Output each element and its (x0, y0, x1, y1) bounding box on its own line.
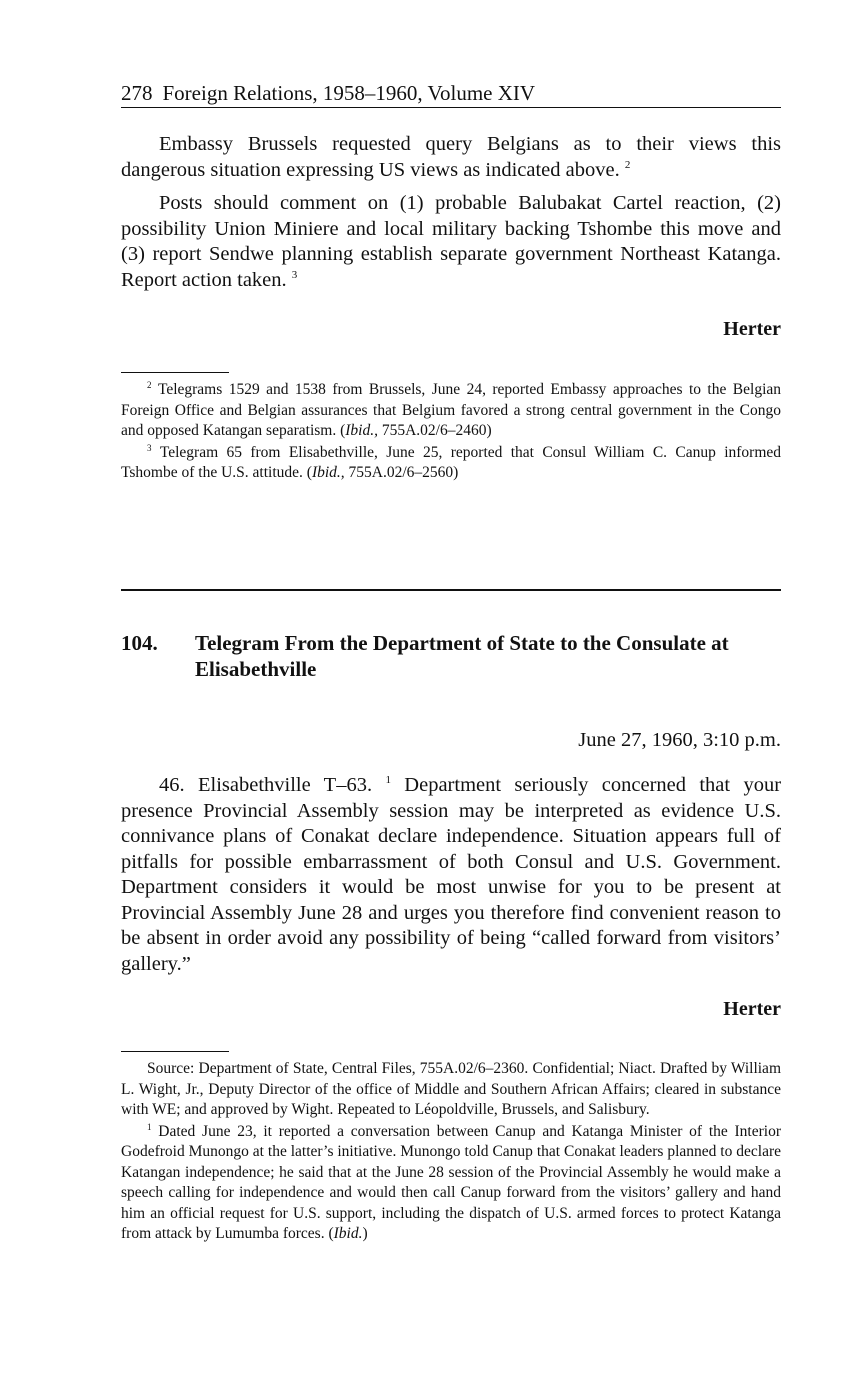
footnote: $^1$ Dated June 23, it reported a conversation between Canup and Katanga Minister of the Interior Godefroid Munongo at the latter’s initiative. Munongo told Canup that Conakat leaders planned to declare Katangan independence; he said that at the June 28 session of the Provincial Assembly he would make a speech calling for independence and would then call Canup forward from the visitors’ gallery and hand him an official request for U.S. support, including the dispatch of U.S. armed forces to protect Katanga from attack by Lumumba forces. (Ibid.) (121, 1121, 781, 1242)
prev-doc-body (121, 132, 781, 293)
prev-footnotes (121, 380, 781, 484)
footnote: $^2$ Telegrams 1529 and 1538 from Brussels, June 24, reported Embassy approaches to the Belgian Foreign Office and Belgian assurances that Belgium favored a strong central government in the Congo and opposed Katangan separatism. (Ibid., 755A.02/6–2460) (121, 379, 782, 439)
source-note: Source: Department of State, Central Files, 755A.02/6–2360. Confidential; Niact. Drafted by William L. Wight, Jr., Deputy Director of the office of Middle and Southern African Affairs; cleared in substance with WE; and approved by Wight. Repeated to Léopoldville, Brussels, and Salisbury. (121, 1060, 781, 1118)
section-divider (121, 589, 781, 591)
paragraph: Posts should comment on (1) probable Balubakat Cartel reaction, (2) possibility Union Miniere and local military backing Tshombe this move and (3) report Sendwe planning establish separate government Northeast Katanga. Report action taken. $^3$ (121, 192, 781, 291)
paragraph: Embassy Brussels requested query Belgians as to their views this dangerous situation expressing US views as indicated above. $^2$ (121, 133, 781, 181)
volume-title: Foreign Relations, 1958–1960, Volume XIV (162, 81, 536, 105)
dateline: June 27, 1960, 3:10 p.m. (578, 729, 781, 751)
paragraph: 46. Elisabethville T–63. $^1$ Department seriously concerned that your presence Provincial Assembly session may be interpreted as evidence U.S. connivance plans of Conakat declare independence. Situation appears full of pitfalls for possible embarrassment of both Consul and U.S. Government. Department considers it would be most unwise for you to be present at Provincial Assembly June 28 and urges you therefore find convenient reason to be absent in order avoid any possibility of being “called forward from visitors’ gallery.” (121, 774, 782, 975)
running-head (121, 80, 781, 108)
document-body (121, 773, 781, 977)
page-number: 278 (121, 81, 153, 105)
footnote-rule (121, 1051, 229, 1052)
footnote-ref[interactable]: 2 (624, 158, 631, 171)
document-heading (121, 630, 781, 682)
document-title: Telegram From the Department of State to the Consulate at Elisabethville (195, 631, 729, 681)
signature: Herter (723, 998, 781, 1020)
document-footnotes (121, 1059, 781, 1245)
footnote: $^3$ Telegram 65 from Elisabethville, June 25, reported that Consul William C. Canup informed Tshombe of the U.S. attitude. (Ibid., 755A.02/6–2560) (121, 442, 782, 481)
footnote-ref[interactable]: 3 (291, 268, 298, 281)
signature: Herter (723, 318, 781, 340)
document-number: 104. (121, 631, 158, 655)
footnote-rule (121, 372, 229, 373)
footnote-ref[interactable]: 1 (385, 774, 391, 787)
